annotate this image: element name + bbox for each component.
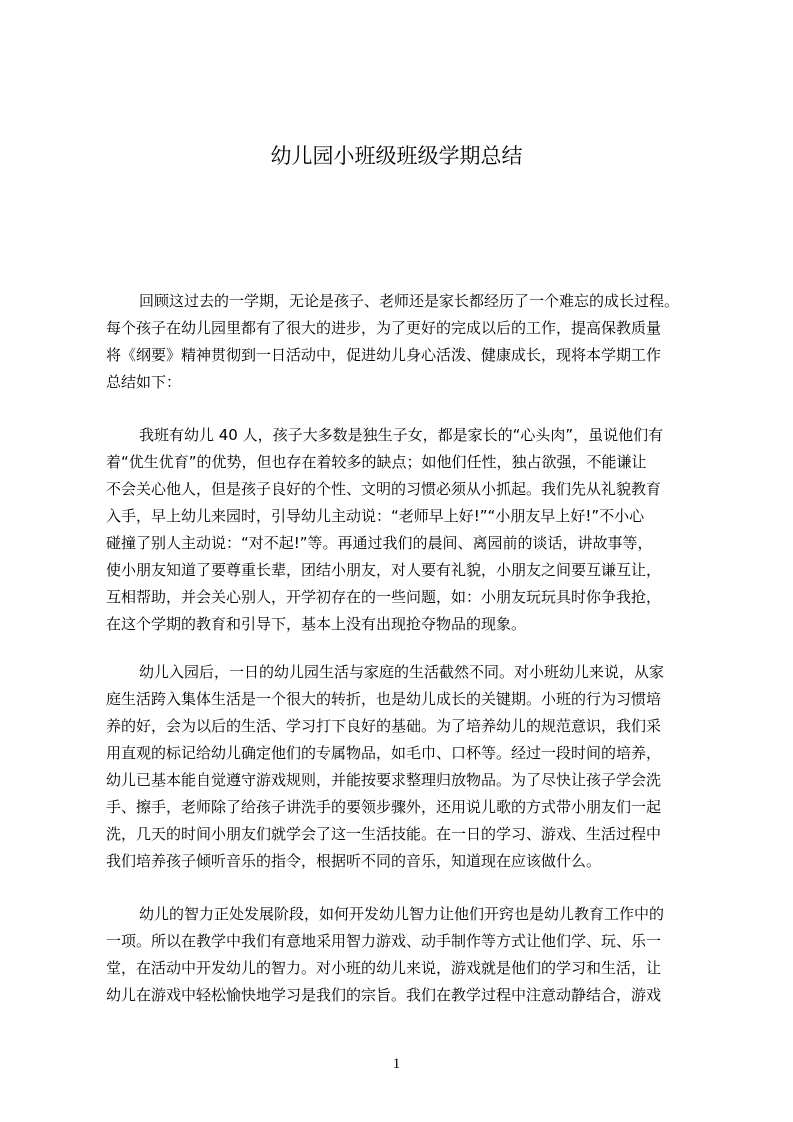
paragraph-line: 着“优生优育”的优势，但也存在着较多的缺点；如他们任性，独占欲强，不能谦让 <box>106 453 647 471</box>
paragraph-1 <box>106 288 712 396</box>
paragraph-line: 使小朋友知道了要尊重长辈，团结小朋友，对人要有礼貌，小朋友之间要互谦互让， <box>106 561 662 579</box>
paragraph-line: 入手，早上幼儿来园时，引导幼儿主动说：“老师早上好!”“小朋友早上好!”不小心 <box>106 507 645 525</box>
paragraph-line: 每个孩子在幼儿园里都有了很大的进步，为了更好的完成以后的工作，提高保教质量 <box>106 319 662 337</box>
paragraph-line: 幼儿已基本能自觉遵守游戏规则，并能按要求整理归放物品。为了尽快让孩子学会洗 <box>106 771 662 789</box>
paragraph-line: 堂，在活动中开发幼儿的智力。对小班的幼儿来说，游戏就是他们的学习和生活，让 <box>106 959 662 977</box>
paragraph-line: 将《纲要》精神贯彻到一日活动中，促进幼儿身心活泼、健康成长，现将本学期工作 <box>106 346 662 364</box>
paragraph-line: 我班有幼儿 40 人，孩子大多数是独生子女，都是家长的“心头肉”，虽说他们有 <box>139 426 664 444</box>
paragraph-line: 幼儿入园后，一日的幼儿园生活与家庭的生活截然不同。对小班幼儿来说，从家 <box>139 663 665 681</box>
paragraph-line: 用直观的标记给幼儿确定他们的专属物品，如毛巾、口杯等。经过一段时间的培养， <box>106 744 662 762</box>
paragraph-line: 我们培养孩子倾听音乐的指令，根据听不同的音乐，知道现在应该做什么。 <box>106 852 602 870</box>
paragraph-line: 手、擦手，老师除了给孩子讲洗手的要领步骤外，还用说儿歌的方式带小朋友们一起 <box>106 798 662 816</box>
paragraph-line: 洗，几天的时间小朋友们就学会了这一生活技能。在一日的学习、游戏、生活过程中 <box>106 825 662 843</box>
paragraph-line: 不会关心他人，但是孩子良好的个性、文明的习惯必须从小抓起。我们先从礼貌教育 <box>106 480 662 498</box>
paragraph-line: 幼儿在游戏中轻松愉快地学习是我们的宗旨。我们在教学过程中注意动静结合，游戏 <box>106 986 662 1004</box>
page-number: 1 <box>392 1056 401 1072</box>
paragraph-line: 幼儿的智力正处发展阶段，如何开发幼儿智力让他们开窍也是幼儿教育工作中的 <box>139 905 665 923</box>
paragraph-3 <box>106 659 712 875</box>
paragraph-line: 总结如下： <box>106 373 182 391</box>
paragraph-line: 在这个学期的教育和引导下，基本上没有出现抢夺物品的现象。 <box>106 615 527 633</box>
paragraph-2 <box>106 422 712 638</box>
paragraph-line: 互相帮助，并会关心别人，开学初存在的一些问题，如：小朋友玩玩具时你争我抢， <box>106 588 662 606</box>
document-title: 幼儿园小班级班级学期总结 <box>270 144 523 168</box>
paragraph-line: 回顾这过去的一学期，无论是孩子、老师还是家长都经历了一个难忘的成长过程。 <box>139 292 680 310</box>
paragraph-line: 一项。所以在教学中我们有意地采用智力游戏、动手制作等方式让他们学、玩、乐一 <box>106 932 662 950</box>
paragraph-line: 养的好，会为以后的生活、学习打下良好的基础。为了培养幼儿的规范意识，我们采 <box>106 717 662 735</box>
paragraph-line: 碰撞了别人主动说：“对不起!”等。再通过我们的晨间、离园前的谈话，讲故事等， <box>106 534 653 552</box>
paragraph-4 <box>106 901 712 1009</box>
paragraph-line: 庭生活跨入集体生活是一个很大的转折，也是幼儿成长的关键期。小班的行为习惯培 <box>106 690 662 708</box>
